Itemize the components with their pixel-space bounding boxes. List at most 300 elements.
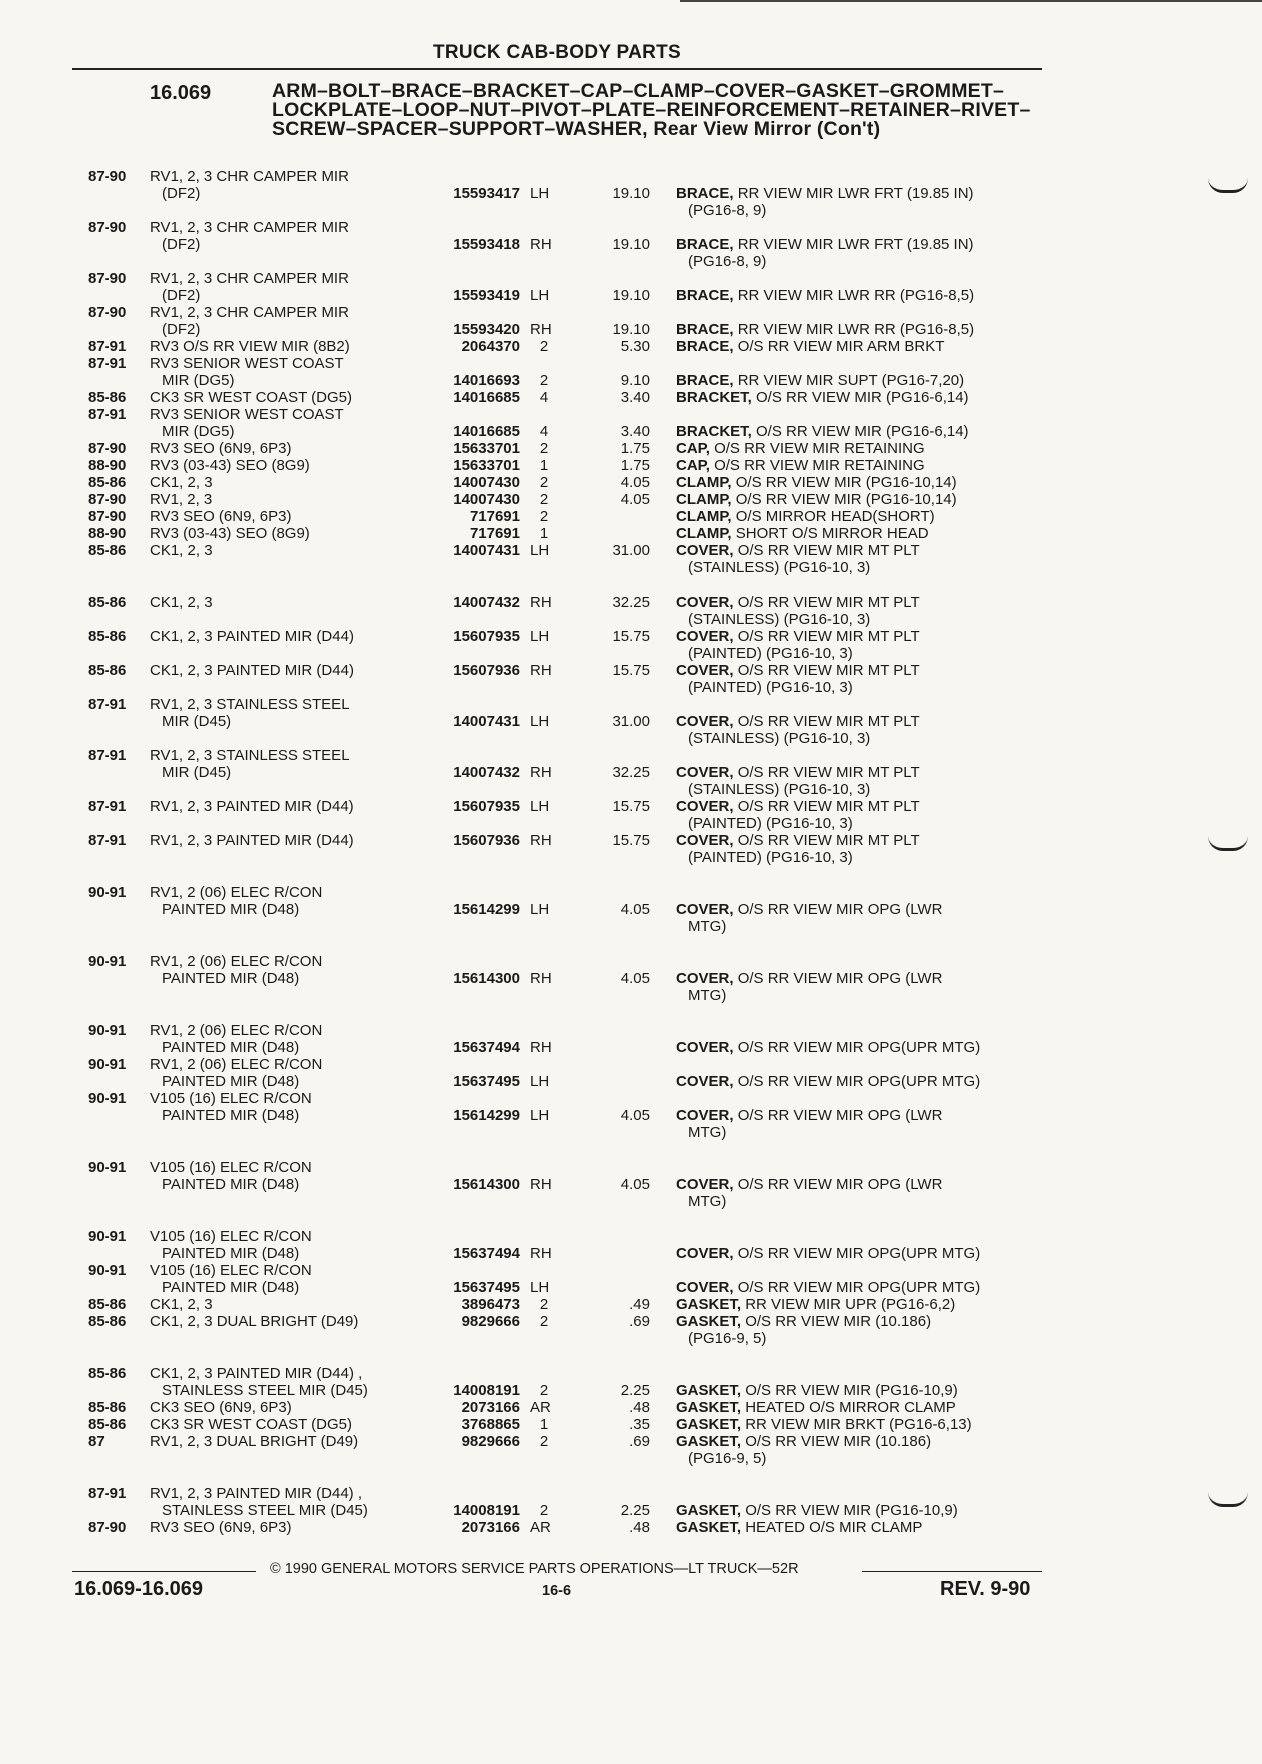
part-name: COVER,: [676, 1279, 734, 1296]
part-detail: O/S RR VIEW MIR RETAINING: [714, 440, 925, 457]
part-description: [676, 764, 920, 781]
parts-row: [0, 270, 1262, 287]
model-years: 85-86: [88, 594, 127, 611]
part-description: [676, 1279, 980, 1296]
model-years: 90-91: [88, 1022, 127, 1039]
parts-row: [0, 901, 1262, 918]
description-continued: (PG16-9, 5): [688, 1330, 767, 1347]
part-number: 717691: [469, 525, 520, 542]
parts-row: [0, 1416, 1262, 1433]
part-number: 15607936: [453, 832, 520, 849]
parts-row: [0, 474, 1262, 491]
application: (DF2): [162, 236, 201, 253]
application: RV3 (03-43) SEO (8G9): [150, 457, 310, 474]
part-name: CAP,: [676, 457, 710, 474]
part-detail: O/S RR VIEW MIR OPG(UPR MTG): [737, 1073, 981, 1090]
application: (DF2): [162, 321, 201, 338]
list-price: 1.75: [620, 440, 650, 457]
part-number: 3896473: [461, 1296, 520, 1313]
part-name: COVER,: [676, 901, 734, 918]
list-price: 9.10: [620, 372, 650, 389]
row-spacer: [0, 1347, 1262, 1365]
model-years: 87-91: [88, 832, 127, 849]
part-description: [676, 1296, 955, 1313]
part-description: [676, 372, 964, 389]
part-name: COVER,: [676, 1245, 734, 1262]
application: CK3 SR WEST COAST (DG5): [150, 1416, 352, 1433]
model-years: 85-86: [88, 542, 127, 559]
part-number: 3768865: [461, 1416, 520, 1433]
part-description: [676, 185, 974, 202]
model-years: 87-90: [88, 304, 127, 321]
parts-row: [0, 1313, 1262, 1330]
parts-row: [0, 730, 1262, 747]
part-description: [676, 628, 920, 645]
application: CK1, 2, 3: [150, 594, 213, 611]
description-continued: (STAINLESS) (PG16-10, 3): [688, 559, 871, 576]
row-spacer: [0, 1141, 1262, 1159]
part-detail: RR VIEW MIR SUPT (PG16-7,20): [737, 372, 965, 389]
part-number: 15637494: [453, 1039, 520, 1056]
application: CK3 SR WEST COAST (DG5): [150, 389, 352, 406]
quantity: 2: [539, 1296, 549, 1313]
model-years: 87-90: [88, 1519, 127, 1536]
header-rule: [72, 68, 1042, 70]
parts-row: [0, 1330, 1262, 1347]
application: MIR (DG5): [162, 372, 235, 389]
model-years: 90-91: [88, 1228, 127, 1245]
part-detail: RR VIEW MIR UPR (PG16-6,2): [745, 1296, 956, 1313]
row-spacer: [0, 1004, 1262, 1022]
application: CK1, 2, 3 PAINTED MIR (D44): [150, 628, 354, 645]
part-name: COVER,: [676, 1039, 734, 1056]
part-description: [676, 338, 944, 355]
part-number: 2073166: [461, 1399, 520, 1416]
parts-row: [0, 1399, 1262, 1416]
model-years: 87-91: [88, 338, 127, 355]
part-number: 15593418: [453, 236, 520, 253]
description-continued: (STAINLESS) (PG16-10, 3): [688, 611, 871, 628]
part-detail: O/S RR VIEW MIR MT PLT: [737, 594, 920, 611]
part-name: CLAMP,: [676, 525, 732, 542]
list-price: .69: [629, 1313, 650, 1330]
quantity: LH: [530, 287, 550, 304]
part-detail: O/S RR VIEW MIR MT PLT: [737, 713, 920, 730]
part-name: COVER,: [676, 662, 734, 679]
quantity: 4: [539, 423, 549, 440]
parts-row: [0, 1262, 1262, 1279]
application: CK1, 2, 3: [150, 474, 213, 491]
parts-row: [0, 953, 1262, 970]
part-number: 15614300: [453, 970, 520, 987]
model-years: 87-91: [88, 1485, 127, 1502]
part-name: COVER,: [676, 713, 734, 730]
part-name: COVER,: [676, 970, 734, 987]
list-price: 15.75: [612, 662, 650, 679]
part-name: COVER,: [676, 1107, 734, 1124]
parts-row: [0, 1022, 1262, 1039]
parts-row: [0, 185, 1262, 202]
part-name: COVER,: [676, 798, 734, 815]
description-continued: (PAINTED) (PG16-10, 3): [688, 679, 853, 696]
part-name: COVER,: [676, 764, 734, 781]
page-top-edge: [680, 0, 1262, 2]
model-years: 88-90: [88, 457, 127, 474]
parts-row: [0, 662, 1262, 679]
part-detail: HEATED O/S MIRROR CLAMP: [745, 1399, 956, 1416]
part-number: 15593420: [453, 321, 520, 338]
quantity: LH: [530, 1107, 550, 1124]
list-price: 19.10: [612, 287, 650, 304]
part-detail: O/S RR VIEW MIR RETAINING: [714, 457, 925, 474]
part-name: GASKET,: [676, 1502, 742, 1519]
part-number: 14008191: [453, 1502, 520, 1519]
list-price: 32.25: [612, 594, 650, 611]
application: V105 (16) ELEC R/CON: [150, 1159, 312, 1176]
model-years: 87-90: [88, 219, 127, 236]
quantity: 2: [539, 1502, 549, 1519]
parts-row: [0, 1279, 1262, 1296]
part-number: 15633701: [453, 457, 520, 474]
application: RV1, 2, 3 PAINTED MIR (D44): [150, 832, 354, 849]
part-detail: O/S RR VIEW MIR (PG16-6,14): [756, 389, 969, 406]
application: PAINTED MIR (D48): [162, 970, 300, 987]
parts-row: [0, 611, 1262, 628]
application: PAINTED MIR (D48): [162, 1073, 300, 1090]
footer-page-number: 16-6: [542, 1583, 572, 1599]
parts-row: [0, 1296, 1262, 1313]
application: RV3 SEO (6N9, 6P3): [150, 1519, 292, 1536]
parts-row: [0, 1519, 1262, 1536]
model-years: 85-86: [88, 662, 127, 679]
parts-row: [0, 764, 1262, 781]
parts-row: [0, 798, 1262, 815]
part-description: [676, 542, 920, 559]
part-description: [676, 389, 969, 406]
list-price: .48: [629, 1399, 650, 1416]
parts-row: [0, 884, 1262, 901]
parts-row: [0, 1039, 1262, 1056]
list-price: .48: [629, 1519, 650, 1536]
part-detail: O/S RR VIEW MIR OPG (LWR: [737, 1176, 943, 1193]
application: CK1, 2, 3 PAINTED MIR (D44) ,: [150, 1365, 363, 1382]
list-price: 2.25: [620, 1382, 650, 1399]
quantity: LH: [530, 1279, 550, 1296]
parts-row: [0, 1176, 1262, 1193]
part-detail: O/S RR VIEW MIR (PG16-10,9): [745, 1502, 958, 1519]
application: RV1, 2, 3 STAINLESS STEEL: [150, 696, 350, 713]
list-price: 15.75: [612, 798, 650, 815]
model-years: 87-91: [88, 355, 127, 372]
list-price: 1.75: [620, 457, 650, 474]
model-years: 87: [88, 1433, 105, 1450]
part-number: 14008191: [453, 1382, 520, 1399]
part-name: BRACE,: [676, 372, 734, 389]
application: RV3 O/S RR VIEW MIR (8B2): [150, 338, 350, 355]
list-price: 15.75: [612, 832, 650, 849]
parts-row: [0, 1502, 1262, 1519]
row-spacer: [0, 576, 1262, 594]
quantity: LH: [530, 1073, 550, 1090]
quantity: 2: [539, 1313, 549, 1330]
quantity: RH: [530, 236, 552, 253]
model-years: 90-91: [88, 1159, 127, 1176]
part-description: [676, 1519, 922, 1536]
parts-row: [0, 970, 1262, 987]
part-description: [676, 594, 920, 611]
part-name: GASKET,: [676, 1433, 742, 1450]
part-description: [676, 1433, 931, 1450]
part-description: [676, 287, 974, 304]
model-years: 87-91: [88, 696, 127, 713]
parts-row: [0, 679, 1262, 696]
application: CK3 SEO (6N9, 6P3): [150, 1399, 292, 1416]
parts-row: [0, 338, 1262, 355]
quantity: 1: [539, 1416, 549, 1433]
part-detail: O/S RR VIEW MIR MT PLT: [737, 798, 920, 815]
parts-row: [0, 440, 1262, 457]
part-number: 14016693: [453, 372, 520, 389]
parts-row: [0, 304, 1262, 321]
parts-row: [0, 321, 1262, 338]
model-years: 87-90: [88, 168, 127, 185]
part-name: GASKET,: [676, 1399, 742, 1416]
model-years: 85-86: [88, 1365, 127, 1382]
parts-row: [0, 168, 1262, 185]
parts-row: [0, 508, 1262, 525]
part-detail: O/S RR VIEW MIR MT PLT: [737, 628, 920, 645]
part-description: [676, 1399, 956, 1416]
quantity: RH: [530, 1039, 552, 1056]
part-name: COVER,: [676, 1176, 734, 1193]
parts-row: [0, 1450, 1262, 1467]
part-number: 717691: [469, 508, 520, 525]
part-name: CAP,: [676, 440, 710, 457]
application: RV1, 2 (06) ELEC R/CON: [150, 1056, 323, 1073]
list-price: 4.05: [620, 491, 650, 508]
application: MIR (D45): [162, 713, 232, 730]
parts-row: [0, 1159, 1262, 1176]
application: CK1, 2, 3 PAINTED MIR (D44): [150, 662, 354, 679]
quantity: 1: [539, 525, 549, 542]
part-name: BRACE,: [676, 338, 734, 355]
part-name: GASKET,: [676, 1416, 742, 1433]
model-years: 85-86: [88, 1296, 127, 1313]
list-price: 32.25: [612, 764, 650, 781]
footer-rule-left: [72, 1571, 256, 1572]
footer-rule-right: [862, 1571, 1042, 1572]
model-years: 87-91: [88, 406, 127, 423]
quantity: 2: [539, 1382, 549, 1399]
footer-copyright: © 1990 GENERAL MOTORS SERVICE PARTS OPERATIONS—LT TRUCK—52R: [270, 1561, 799, 1577]
model-years: 87-91: [88, 798, 127, 815]
part-name: CLAMP,: [676, 474, 732, 491]
part-description: [676, 491, 957, 508]
list-price: 4.05: [620, 1107, 650, 1124]
application: V105 (16) ELEC R/CON: [150, 1090, 312, 1107]
application: CK1, 2, 3: [150, 1296, 213, 1313]
list-price: 3.40: [620, 389, 650, 406]
quantity: 2: [539, 372, 549, 389]
model-years: 90-91: [88, 1056, 127, 1073]
model-years: 87-90: [88, 440, 127, 457]
list-price: 4.05: [620, 1176, 650, 1193]
part-detail: O/S RR VIEW MIR (PG16-10,14): [735, 491, 957, 508]
model-years: 90-91: [88, 953, 127, 970]
part-name: BRACE,: [676, 185, 734, 202]
section-title: ARM–BOLT–BRACE–BRACKET–CAP–CLAMP–COVER–GASKET–GROMMET–LOCKPLATE–LOOP–NUT–PIVOT–PLATE–REINFORCEMENT–RETAINER–RIVET–SCREW–SPACER–SUPPORT–WASHER, Rear View Mirror (Con't): [272, 80, 1031, 140]
application: PAINTED MIR (D48): [162, 1107, 300, 1124]
parts-row: [0, 491, 1262, 508]
part-detail: O/S RR VIEW MIR (10.186): [745, 1313, 932, 1330]
parts-row: [0, 832, 1262, 849]
list-price: 5.30: [620, 338, 650, 355]
quantity: 2: [539, 508, 549, 525]
part-name: COVER,: [676, 628, 734, 645]
part-description: [676, 1313, 931, 1330]
application: RV1, 2 (06) ELEC R/CON: [150, 884, 323, 901]
part-number: 14016685: [453, 423, 520, 440]
part-detail: O/S RR VIEW MIR MT PLT: [737, 542, 920, 559]
part-description: [676, 970, 942, 987]
part-detail: RR VIEW MIR BRKT (PG16-6,13): [745, 1416, 972, 1433]
part-name: GASKET,: [676, 1313, 742, 1330]
quantity: LH: [530, 798, 550, 815]
part-number: 14007432: [453, 764, 520, 781]
row-spacer: [0, 866, 1262, 884]
application: V105 (16) ELEC R/CON: [150, 1262, 312, 1279]
parts-row: [0, 1107, 1262, 1124]
part-name: BRACKET,: [676, 423, 752, 440]
application: RV3 SEO (6N9, 6P3): [150, 440, 292, 457]
part-number: 15593419: [453, 287, 520, 304]
description-continued: (PAINTED) (PG16-10, 3): [688, 849, 853, 866]
parts-row: [0, 372, 1262, 389]
part-number: 15637495: [453, 1073, 520, 1090]
parts-row: [0, 1193, 1262, 1210]
parts-row: [0, 1365, 1262, 1382]
list-price: .35: [629, 1416, 650, 1433]
description-continued: (PAINTED) (PG16-10, 3): [688, 645, 853, 662]
application: V105 (16) ELEC R/CON: [150, 1228, 312, 1245]
part-name: BRACE,: [676, 321, 734, 338]
part-number: 15637495: [453, 1279, 520, 1296]
part-detail: O/S MIRROR HEAD(SHORT): [735, 508, 935, 525]
model-years: 90-91: [88, 1090, 127, 1107]
part-number: 15614300: [453, 1176, 520, 1193]
part-detail: HEATED O/S MIR CLAMP: [745, 1519, 923, 1536]
part-name: BRACE,: [676, 287, 734, 304]
application: RV3 SEO (6N9, 6P3): [150, 508, 292, 525]
parts-row: [0, 781, 1262, 798]
parts-row: [0, 1090, 1262, 1107]
part-name: COVER,: [676, 542, 734, 559]
model-years: 87-90: [88, 491, 127, 508]
application: RV1, 2, 3 CHR CAMPER MIR: [150, 219, 349, 236]
application: (DF2): [162, 185, 201, 202]
part-number: 14016685: [453, 389, 520, 406]
parts-row: [0, 389, 1262, 406]
description-continued: MTG): [688, 918, 727, 935]
parts-row: [0, 287, 1262, 304]
part-detail: O/S RR VIEW MIR ARM BRKT: [737, 338, 945, 355]
part-number: 2064370: [461, 338, 520, 355]
description-continued: (PG16-8, 9): [688, 253, 767, 270]
part-detail: O/S RR VIEW MIR (10.186): [745, 1433, 932, 1450]
parts-row: [0, 1073, 1262, 1090]
application: MIR (D45): [162, 764, 232, 781]
list-price: 31.00: [612, 713, 650, 730]
parts-row: [0, 559, 1262, 576]
application: RV3 SENIOR WEST COAST: [150, 355, 344, 372]
part-detail: O/S RR VIEW MIR MT PLT: [737, 764, 920, 781]
part-detail: O/S RR VIEW MIR MT PLT: [737, 832, 920, 849]
parts-row: [0, 525, 1262, 542]
quantity: 4: [539, 389, 549, 406]
part-detail: O/S RR VIEW MIR OPG(UPR MTG): [737, 1245, 981, 1262]
part-description: [676, 525, 929, 542]
list-price: 19.10: [612, 321, 650, 338]
part-detail: RR VIEW MIR LWR RR (PG16-8,5): [737, 321, 975, 338]
application: PAINTED MIR (D48): [162, 1039, 300, 1056]
list-price: 31.00: [612, 542, 650, 559]
parts-row: [0, 457, 1262, 474]
list-price: 19.10: [612, 236, 650, 253]
part-description: [676, 662, 920, 679]
quantity: 1: [539, 457, 549, 474]
part-name: CLAMP,: [676, 508, 732, 525]
application: RV1, 2, 3 CHR CAMPER MIR: [150, 168, 349, 185]
parts-row: [0, 1056, 1262, 1073]
list-price: 4.05: [620, 474, 650, 491]
application: RV3 SENIOR WEST COAST: [150, 406, 344, 423]
part-description: [676, 440, 925, 457]
row-spacer: [0, 1210, 1262, 1228]
part-description: [676, 457, 925, 474]
model-years: 85-86: [88, 1313, 127, 1330]
part-description: [676, 321, 974, 338]
part-description: [676, 713, 920, 730]
quantity: RH: [530, 594, 552, 611]
quantity: LH: [530, 185, 550, 202]
parts-row: [0, 1228, 1262, 1245]
parts-row: [0, 815, 1262, 832]
part-name: GASKET,: [676, 1296, 742, 1313]
application: RV1, 2, 3 CHR CAMPER MIR: [150, 270, 349, 287]
part-description: [676, 1502, 958, 1519]
part-description: [676, 1382, 958, 1399]
part-number: 9829666: [461, 1433, 520, 1450]
application: CK1, 2, 3 DUAL BRIGHT (D49): [150, 1313, 359, 1330]
application: PAINTED MIR (D48): [162, 1245, 300, 1262]
model-years: 87-90: [88, 270, 127, 287]
part-detail: O/S RR VIEW MIR (PG16-6,14): [756, 423, 969, 440]
part-name: COVER,: [676, 1073, 734, 1090]
application: PAINTED MIR (D48): [162, 901, 300, 918]
description-continued: MTG): [688, 987, 727, 1004]
list-price: 4.05: [620, 901, 650, 918]
row-spacer: [0, 1467, 1262, 1485]
footer-revision: REV. 9-90: [940, 1578, 1031, 1600]
model-years: 90-91: [88, 1262, 127, 1279]
part-name: COVER,: [676, 594, 734, 611]
part-number: 15637494: [453, 1245, 520, 1262]
part-name: GASKET,: [676, 1519, 742, 1536]
parts-row: [0, 987, 1262, 1004]
model-years: 90-91: [88, 884, 127, 901]
application: RV1, 2, 3 STAINLESS STEEL: [150, 747, 350, 764]
part-detail: RR VIEW MIR LWR FRT (19.85 IN): [737, 185, 974, 202]
